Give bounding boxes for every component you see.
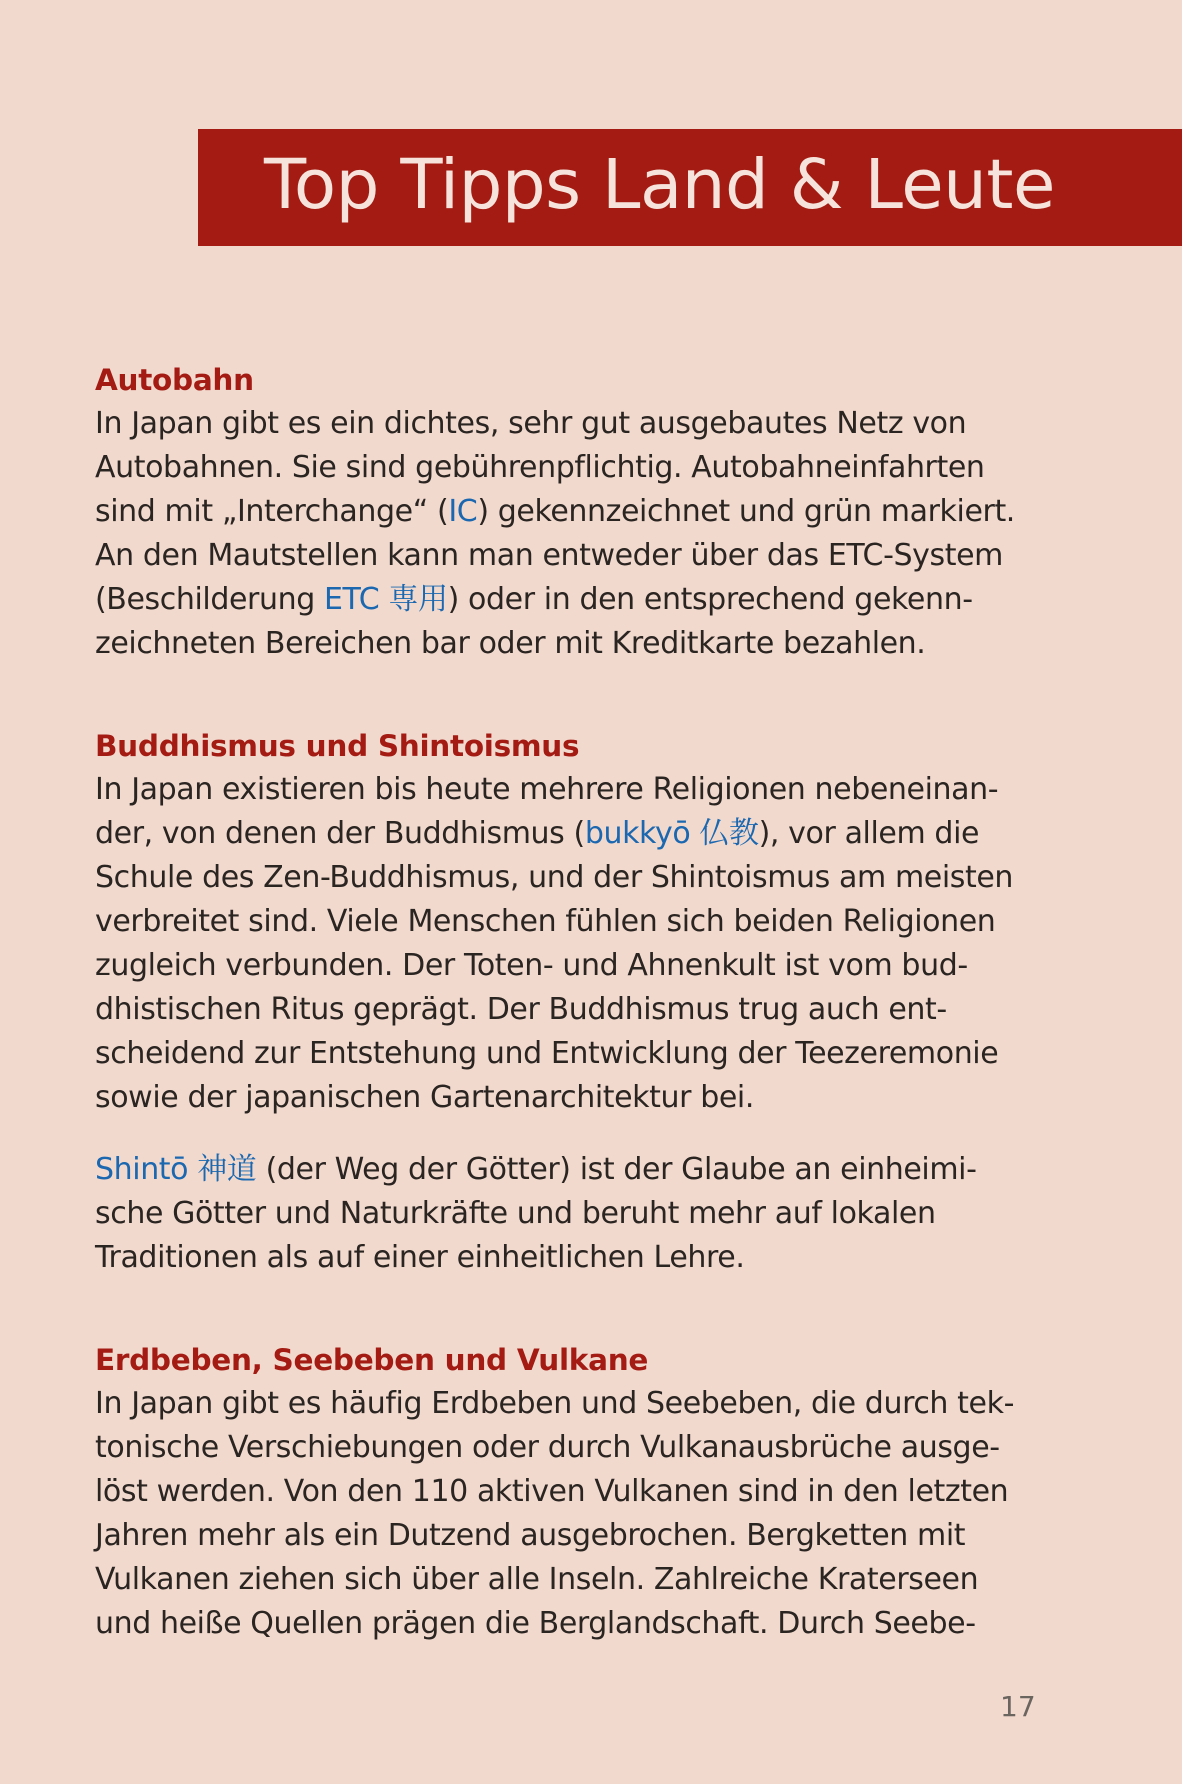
text-line: scheidend zur Entstehung und Entwicklung der Teezeremonie (95, 1036, 999, 1071)
section-autobahn (95, 358, 1095, 666)
section-heading: Autobahn (95, 363, 254, 397)
text-line: und heiße Quellen prägen die Berglandschaft. Durch Seebe- (95, 1606, 976, 1641)
text-line: sche Götter und Naturkräfte und beruht mehr auf lokalen (95, 1196, 936, 1231)
section-heading: Buddhismus und Shintoismus (95, 729, 580, 763)
main-content (95, 358, 1095, 1646)
text-line: Autobahnen. Sie sind gebührenpflichtig. Autobahneinfahrten (95, 450, 985, 485)
text-line: sowie der japanischen Gartenarchitektur bei. (95, 1080, 754, 1115)
text-line: Traditionen als auf einer einheitlichen Lehre. (95, 1240, 745, 1275)
japanese-term: ETC 専用 (324, 582, 448, 617)
text-line: zeichneten Bereichen bar oder mit Kreditkarte bezahlen. (95, 626, 926, 661)
section-heading: Erdbeben, Seebeben und Vulkane (95, 1343, 649, 1377)
japanese-term: bukkyō 仏教 (584, 816, 759, 851)
text-line: sind mit „Interchange“ (IC) gekennzeichnet und grün markiert. (95, 494, 1015, 529)
japanese-term: Shintō 神道 (95, 1152, 257, 1187)
text-line: Shintō 神道 (der Weg der Götter) ist der Glaube an einheimi- (95, 1152, 977, 1187)
text-line: Schule des Zen-Buddhismus, und der Shintoismus am meisten (95, 860, 1014, 895)
japanese-term: IC (448, 494, 478, 529)
text-line: zugleich verbunden. Der Toten- und Ahnenkult ist vom bud- (95, 948, 968, 983)
text-line: (Beschilderung ETC 専用) oder in den entsprechend gekenn- (95, 582, 973, 617)
section-paragraph (95, 1148, 1095, 1280)
text-line: löst werden. Von den 110 aktiven Vulkanen sind in den letzten (95, 1474, 1009, 1509)
page-number: 17 (1000, 1690, 1036, 1723)
text-line: Jahren mehr als ein Dutzend ausgebrochen. Bergketten mit (95, 1518, 966, 1553)
section-paragraph (95, 402, 1095, 666)
title-banner (198, 129, 1182, 246)
text-line: Vulkanen ziehen sich über alle Inseln. Zahlreiche Kraterseen (95, 1562, 979, 1597)
text-line: der, von denen der Buddhismus (bukkyō 仏教), vor allem die (95, 816, 980, 851)
section-buddhismus (95, 724, 1095, 1280)
section-erdbeben (95, 1338, 1095, 1646)
text-line: tonische Verschiebungen oder durch Vulkanausbrüche ausge- (95, 1430, 1000, 1465)
text-line: dhistischen Ritus geprägt. Der Buddhismus trug auch ent- (95, 992, 947, 1027)
text-line: In Japan existieren bis heute mehrere Religionen nebeneinan- (95, 772, 999, 807)
text-line: verbreitet sind. Viele Menschen fühlen sich beiden Religionen (95, 904, 996, 939)
text-line: In Japan gibt es ein dichtes, sehr gut ausgebautes Netz von (95, 406, 967, 441)
page-title: Top Tipps Land & Leute (264, 145, 1055, 225)
section-paragraph (95, 768, 1095, 1120)
text-line: In Japan gibt es häufig Erdbeben und Seebeben, die durch tek- (95, 1386, 1015, 1421)
text-line: An den Mautstellen kann man entweder über das ETC-System (95, 538, 1003, 573)
section-paragraph (95, 1382, 1095, 1646)
